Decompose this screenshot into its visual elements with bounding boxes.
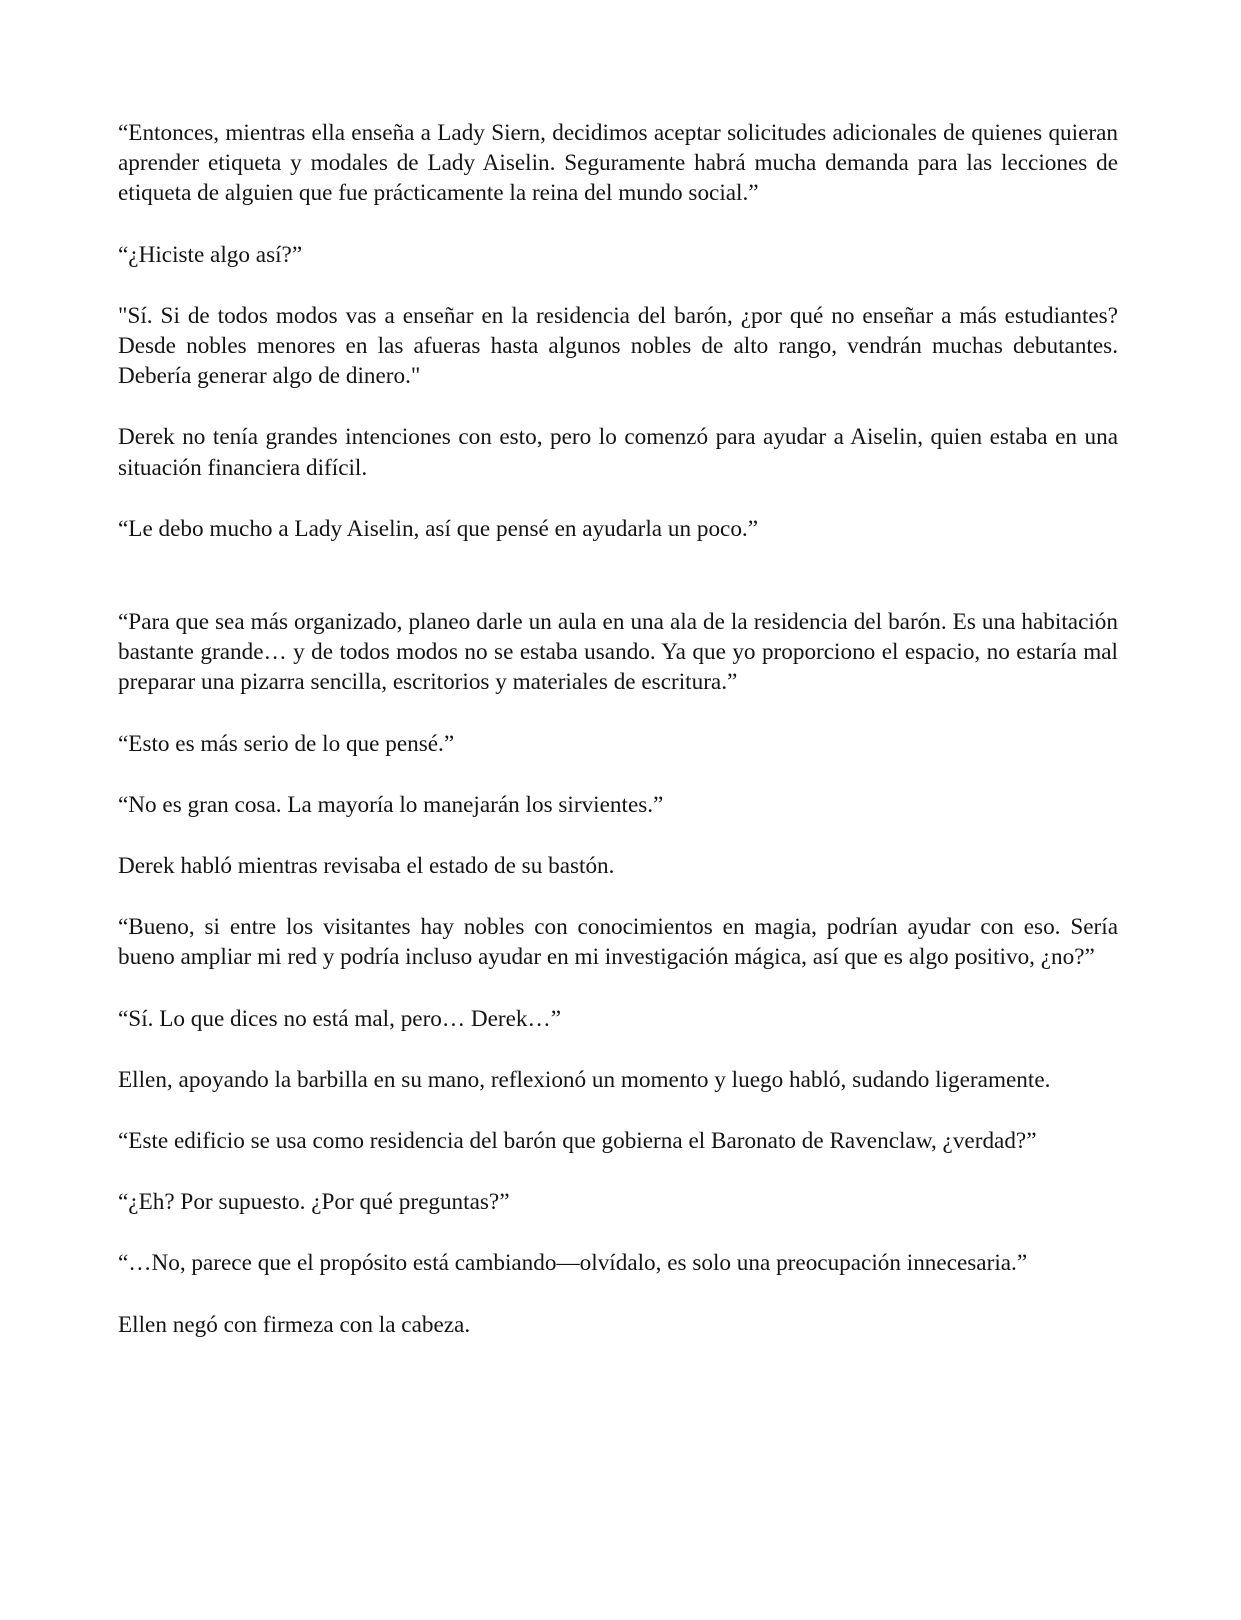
paragraph-14: “¿Eh? Por supuesto. ¿Por qué preguntas?” [118, 1189, 510, 1216]
paragraph-11: “Sí. Lo que dices no está mal, pero… Derek…” [118, 1005, 561, 1032]
paragraph-2: “¿Hiciste algo así?” [118, 241, 303, 268]
paragraph-15: “…No, parece que el propósito está cambiando—olvídalo, es solo una preocupación innecesaria.” [118, 1250, 1028, 1277]
paragraph-6: “Para que sea más organizado, planeo darle un aula en una ala de la residencia del barón. Es una habitación bastante grande… y de todos modos no se estaba usando. Ya que yo proporciono el espacio, no estaría mal preparar una pizarra sencilla, escritorios y materiales de escritura.” [118, 609, 1118, 696]
paragraph-7: “Esto es más serio de lo que pensé.” [118, 730, 455, 757]
paragraph-9: Derek habló mientras revisaba el estado de su bastón. [118, 853, 615, 880]
paragraph-4: Derek no tenía grandes intenciones con esto, pero lo comenzó para ayudar a Aiselin, quien estaba en una situación financiera difícil. [118, 424, 1118, 481]
paragraph-12: Ellen, apoyando la barbilla en su mano, reflexionó un momento y luego habló, sudando ligeramente. [118, 1066, 1051, 1093]
paragraph-1: “Entonces, mientras ella enseña a Lady Siern, decidimos aceptar solicitudes adicionales de quienes quieran aprender etiqueta y modales de Lady Aiselin. Seguramente habrá mucha demanda para las lecciones de etiqueta de alguien que fue prácticamente la reina del mundo social.” [118, 120, 1118, 207]
paragraph-16: Ellen negó con firmeza con la cabeza. [118, 1311, 471, 1338]
paragraph-10: “Bueno, si entre los visitantes hay nobles con conocimientos en magia, podrían ayudar con eso. Sería bueno ampliar mi red y podría incluso ayudar en mi investigación mágica, así que es algo positivo, ¿no?” [118, 914, 1118, 971]
paragraph-5: “Le debo mucho a Lady Aiselin, así que pensé en ayudarla un poco.” [118, 515, 759, 542]
paragraph-13: “Este edificio se usa como residencia del barón que gobierna el Baronato de Ravenclaw, ¿verdad?” [118, 1128, 1037, 1155]
paragraph-8: “No es gran cosa. La mayoría lo manejarán los sirvientes.” [118, 791, 664, 818]
paragraph-3: "Sí. Si de todos modos vas a enseñar en la residencia del barón, ¿por qué no enseñar a más estudiantes? Desde nobles menores en las afueras hasta algunos nobles de alto rango, vendrán muchas debutantes. Debería generar algo de dinero." [118, 302, 1118, 390]
